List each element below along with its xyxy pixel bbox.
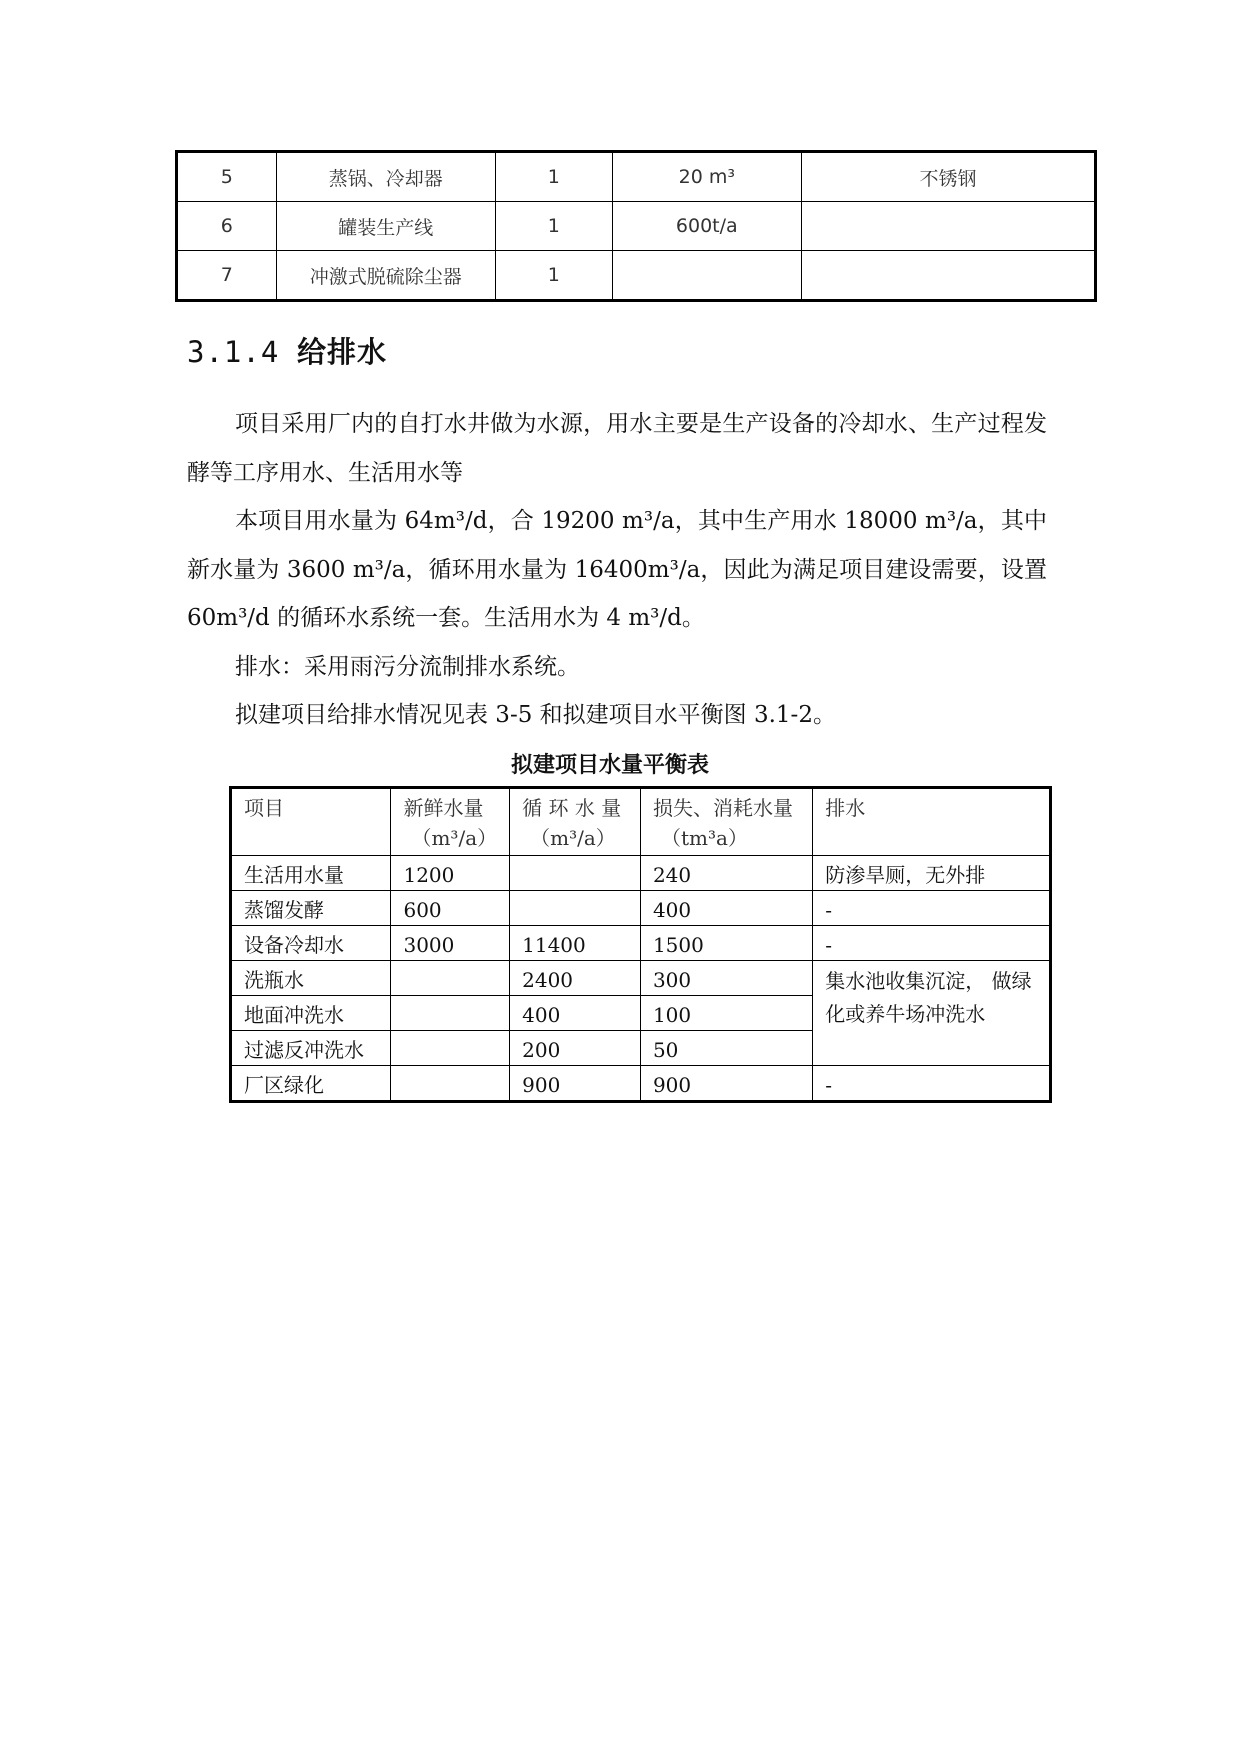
equip-spec: 20 m³ <box>612 152 802 202</box>
table-row <box>231 891 1051 926</box>
equip-qty: 1 <box>495 152 612 202</box>
table-row <box>231 856 1051 891</box>
cell-item: 蒸馏发酵 <box>231 891 391 926</box>
equip-qty: 1 <box>495 251 612 301</box>
cell-item: 洗瓶水 <box>231 961 391 996</box>
col-header-loss-label: 损失、消耗水量 <box>652 796 793 820</box>
cell-drain: - <box>813 1066 1051 1102</box>
equip-no: 6 <box>177 202 277 251</box>
equip-qty: 1 <box>495 202 612 251</box>
cell-item: 生活用水量 <box>231 856 391 891</box>
cell-drain: - <box>813 891 1051 926</box>
table-row <box>177 152 1096 202</box>
cell-fresh <box>391 1066 510 1102</box>
equip-name: 冲激式脱硫除尘器 <box>276 251 495 301</box>
cell-fresh: 600 <box>391 891 510 926</box>
col-header-loss-unit: （tm³a） <box>660 826 748 850</box>
cell-drain: - <box>813 926 1051 961</box>
equip-material <box>802 202 1096 251</box>
cell-drain: 防渗旱厕，无外排 <box>813 856 1051 891</box>
col-header-fresh-label: 新鲜水量 <box>403 796 484 820</box>
cell-item: 过滤反冲洗水 <box>231 1031 391 1066</box>
cell-loss: 100 <box>640 996 812 1031</box>
equip-material <box>802 251 1096 301</box>
equip-spec <box>612 251 802 301</box>
cell-loss: 1500 <box>640 926 812 961</box>
col-header-loss <box>640 788 812 856</box>
col-header-fresh <box>391 788 510 856</box>
cell-drain-merged: 集水池收集沉淀， 做绿化或养牛场冲洗水 <box>813 961 1051 1066</box>
cell-item: 地面冲洗水 <box>231 996 391 1031</box>
cell-cycle <box>510 891 641 926</box>
cell-fresh <box>391 996 510 1031</box>
paragraph: 拟建项目给排水情况见表 3-5 和拟建项目水平衡图 3.1-2。 <box>235 702 836 728</box>
table-row <box>231 961 1051 996</box>
table-row <box>177 202 1096 251</box>
cell-cycle: 400 <box>510 996 641 1031</box>
table-row <box>231 926 1051 961</box>
paragraph: 本项目用水量为 64m³/d，合 19200 m³/a，其中生产用水 18000 m³/a，其中新水量为 3600 m³/a，循环用水量为 16400m³/a，因此为满足项目建设需要，设置 60m³/d 的循环水系统一套。生活用水为 4 m³/d。 <box>187 508 1047 631</box>
cell-fresh: 1200 <box>391 856 510 891</box>
col-header-cycle <box>510 788 641 856</box>
cell-loss: 900 <box>640 1066 812 1102</box>
cell-loss: 50 <box>640 1031 812 1066</box>
equip-name: 蒸锅、冷却器 <box>276 152 495 202</box>
equip-no: 7 <box>177 251 277 301</box>
section-title: 给排水 <box>297 335 388 369</box>
equip-material: 不锈钢 <box>802 152 1096 202</box>
equip-spec: 600t/a <box>612 202 802 251</box>
cell-cycle: 11400 <box>510 926 641 961</box>
cell-cycle <box>510 856 641 891</box>
section-heading <box>187 330 387 371</box>
cell-cycle: 2400 <box>510 961 641 996</box>
cell-fresh <box>391 1031 510 1066</box>
cell-cycle: 900 <box>510 1066 641 1102</box>
col-header-item: 项目 <box>231 788 391 856</box>
table-row <box>177 251 1096 301</box>
cell-fresh: 3000 <box>391 926 510 961</box>
cell-fresh <box>391 961 510 996</box>
equipment-table <box>175 150 1097 302</box>
col-header-fresh-unit: （m³/a） <box>411 826 498 850</box>
table-caption: 拟建项目水量平衡表 <box>510 753 709 778</box>
paragraph: 排水：采用雨污分流制排水系统。 <box>235 653 580 680</box>
cell-loss: 240 <box>640 856 812 891</box>
col-header-cycle-label: 循 环 水 量 <box>522 796 622 820</box>
paragraph: 项目采用厂内的自打水井做为水源，用水主要是生产设备的冷却水、生产过程发酵等工序用水、生活用水等 <box>187 411 1047 486</box>
section-number: 3.1.4 <box>187 335 280 369</box>
cell-cycle: 200 <box>510 1031 641 1066</box>
equip-no: 5 <box>177 152 277 202</box>
body-text <box>187 400 1047 740</box>
cell-loss: 400 <box>640 891 812 926</box>
col-header-drain: 排水 <box>813 788 1051 856</box>
table-row <box>231 1066 1051 1102</box>
cell-loss: 300 <box>640 961 812 996</box>
cell-item: 厂区绿化 <box>231 1066 391 1102</box>
col-header-cycle-unit: （m³/a） <box>530 826 616 850</box>
water-balance-table <box>229 786 1052 1103</box>
equip-name: 罐装生产线 <box>276 202 495 251</box>
table-header-row <box>231 788 1051 856</box>
cell-item: 设备冷却水 <box>231 926 391 961</box>
